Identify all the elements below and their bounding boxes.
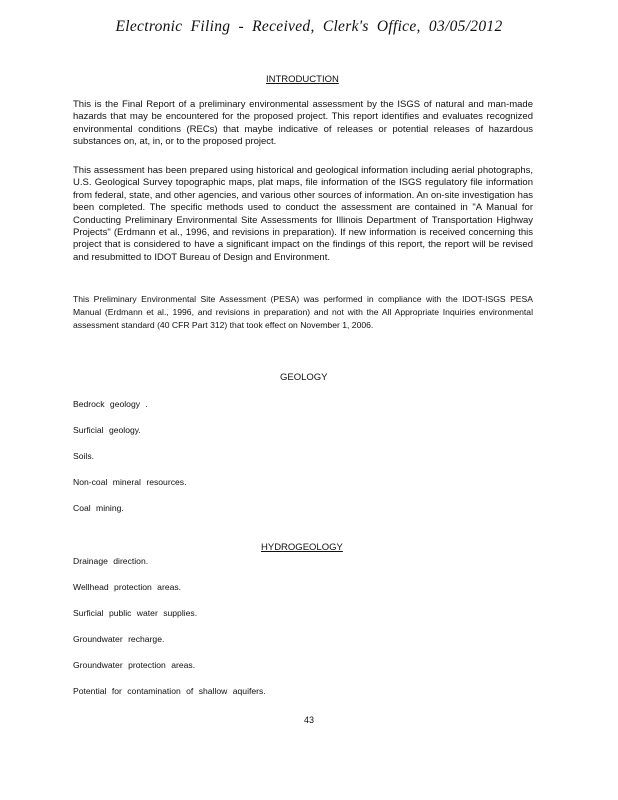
geology-item-surficial: Surficial geology. [73,425,141,435]
introduction-title: INTRODUCTION [266,74,339,85]
geology-item-soils: Soils. [73,451,95,461]
geology-title: GEOLOGY [280,372,328,383]
hydro-item-wellhead: Wellhead protection areas. [73,582,182,592]
geology-item-non-coal: Non-coal mineral resources. [73,477,187,487]
page-number: 43 [303,715,314,725]
filing-header: Electronic Filing - Received, Clerk's Office, 03/05/2012 [115,18,503,35]
hydro-item-protection: Groundwater protection areas. [73,660,196,670]
hydro-item-contamination: Potential for contamination of shallow aquifers. [73,686,266,696]
intro-paragraph-2: This assessment has been prepared using historical and geological information including aerial photographs, U.S. Geological Survey topographic maps, plat maps, file information of the ISGS regulatory file information from federal, state, and other agencies, and various other sources of information. An on-site investigation has been completed. The specific methods used to conduct the assessment are contained in "A Manual for Conducting Preliminary Environmental Site Assessments for Illinois Department of Transportation Highway Projects" (Erdmann et al., 1996, and revisions in preparation). If new information is received concerning this project that is considered to have a significant impact on the findings of this report, the report will be revised and resubmitted to IDOT Bureau of Design and Environment. [73,165,533,263]
intro-paragraph-3: This Preliminary Environmental Site Assessment (PESA) was performed in compliance with the IDOT-ISGS PESA Manual (Erdmann et al., 1996, and revisions in preparation) and not with the All Appropriate Inquiries environmental assessment standard (40 CFR Part 312) that took effect on November 1, 2006. [73,294,533,330]
geology-item-coal-mining: Coal mining. [73,503,124,513]
intro-paragraph-1: This is the Final Report of a preliminary environmental assessment by the ISGS of natural and man-made hazards that may be encountered for the proposed project. This report identifies and evaluates recognized environmental conditions (RECs) that maybe indicative of releases or potential releases of hazardous substances on, at, in, or to the proposed project. [73,99,533,148]
hydro-item-surficial-water: Surficial public water supplies. [73,608,198,618]
hydrogeology-title: HYDROGEOLOGY [261,542,343,553]
hydro-item-recharge: Groundwater recharge. [73,634,165,644]
hydro-item-drainage: Drainage direction. [73,556,149,566]
geology-item-bedrock: Bedrock geology . [73,399,148,409]
